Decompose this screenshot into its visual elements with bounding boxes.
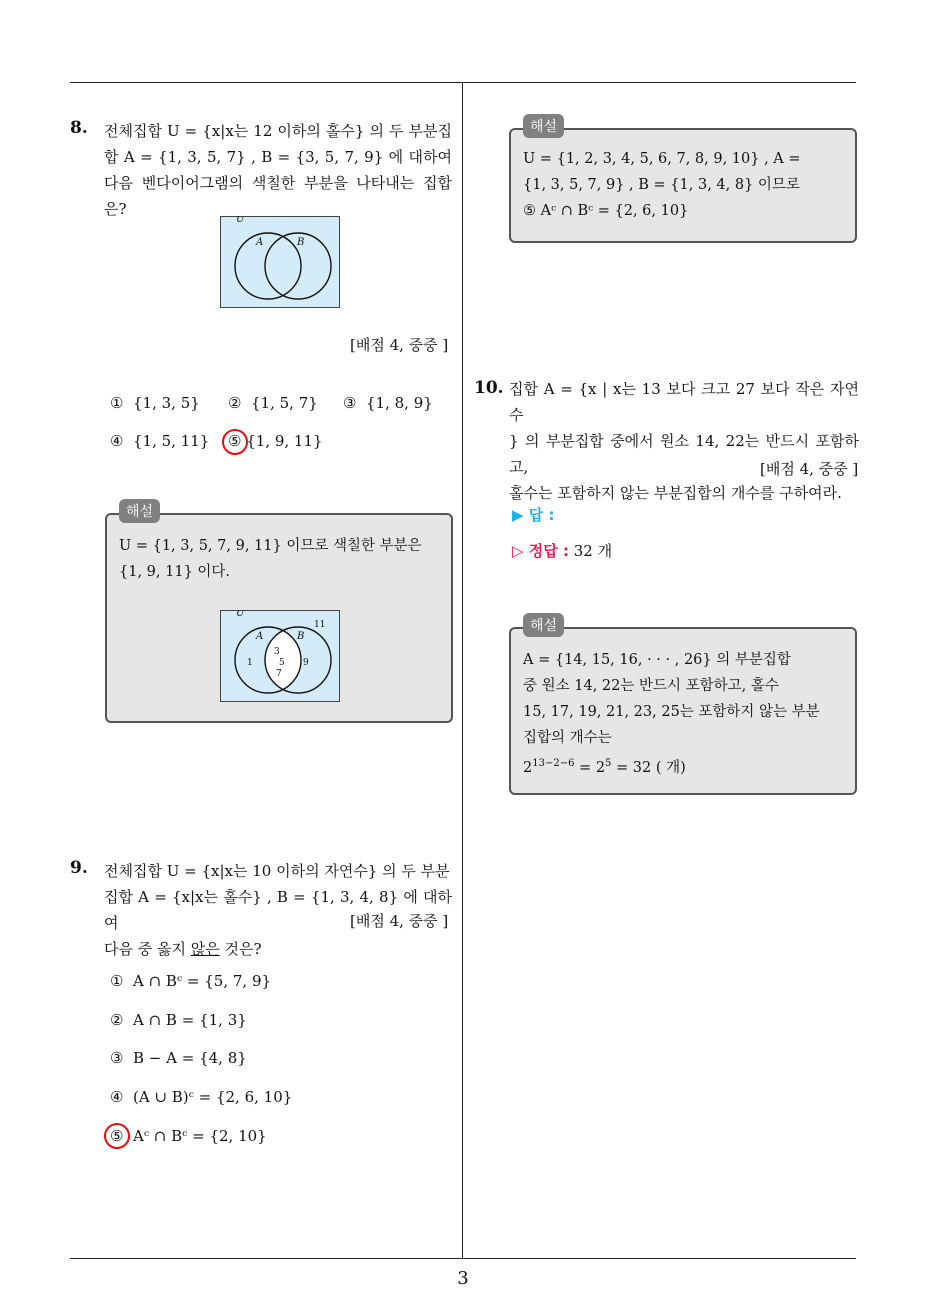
- q8-selected-circle-mark: [222, 429, 248, 455]
- bottom-rule: [70, 1258, 856, 1259]
- q8-solution-box: [105, 504, 453, 723]
- q9-choice-2[interactable]: ② A ∩ B = {1, 3}: [110, 1011, 247, 1029]
- q10-answer-label: ▶ 답 :: [512, 506, 555, 524]
- q10-solution-line1: A = {14, 15, 16, · · · , 26} 의 부분집합: [523, 652, 791, 668]
- q9-selected-circle-mark: [104, 1123, 130, 1149]
- q9-solution-box: [509, 119, 857, 243]
- q9-solution-line2: {1, 3, 5, 7, 9} , B = {1, 3, 4, 8} 이므로: [523, 177, 800, 193]
- q10-correct-answer: [512, 540, 612, 561]
- q8-choice-2[interactable]: ② {1, 5, 7}: [228, 394, 318, 412]
- q8-score: [배점 4, 중중 ]: [350, 336, 449, 354]
- q8-solution-venn: [220, 610, 340, 702]
- q10-solution-line4: 집합의 개수는: [523, 730, 612, 746]
- column-divider: [462, 83, 463, 1259]
- q10-question-line3: 홀수는 포함하지 않는 부분집합의 개수를 구하여라.: [509, 484, 842, 502]
- q8-choice-4[interactable]: ④ {1, 5, 11}: [110, 432, 210, 450]
- q8-sol-venn-mid-3: 3: [274, 647, 280, 657]
- top-rule: [70, 82, 856, 83]
- q8-solution-tab: 해설: [119, 499, 160, 523]
- q8-venn-u-label: U: [236, 216, 245, 225]
- q10-correct-label: ▷ 정답 :: [512, 542, 569, 560]
- q10-solution-tab: 해설: [523, 613, 564, 637]
- q8-venn-diagram: [220, 216, 340, 308]
- q8-question-text: 전체집합 U = {x|x는 12 이하의 홀수} 의 두 부분집합 A = {1, 3, 5, 7} , B = {3, 5, 7, 9} 에 대하여 다음 벤다이어그램의 색칠한 부분을 나타내는 집합은?: [104, 122, 452, 218]
- q9-solution-tab: 해설: [523, 114, 564, 138]
- q10-solution-line3: 15, 17, 19, 21, 23, 25는 포함하지 않는 부분: [523, 704, 820, 720]
- q9-question-line3: 다음 중 옳지 않은 것은?: [104, 940, 262, 958]
- q9-solution-line3: ⑤ Aᶜ ∩ Bᶜ = {2, 6, 10}: [523, 203, 689, 219]
- q8-sol-venn-u-label: U: [236, 610, 245, 619]
- q8-sol-venn-b-only: 9: [303, 658, 309, 668]
- q8-solution-line1: U = {1, 3, 5, 7, 9, 11} 이므로 색칠한 부분은: [119, 538, 422, 554]
- q8-sol-venn-b-label: B: [297, 631, 305, 642]
- q9-choice-1[interactable]: ① A ∩ Bᶜ = {5, 7, 9}: [110, 972, 272, 990]
- q10-question-line2: } 의 부분집합 중에서 원소 14, 22는 반드시 포함하고,: [509, 432, 859, 476]
- q8-sol-venn-outside: 11: [314, 620, 326, 630]
- q10-solution-line5: $2^{13-2-6} = 2^5 = 32$ ( 개): [523, 758, 686, 776]
- q8-sol-venn-a-only: 1: [247, 658, 253, 668]
- q10-number: 10.: [474, 378, 504, 398]
- q8-choice-3[interactable]: ③ {1, 8, 9}: [343, 394, 433, 412]
- q8-number: 8.: [70, 118, 88, 138]
- q8-choice-1[interactable]: ① {1, 3, 5}: [110, 394, 200, 412]
- q10-correct-value: 32 개: [573, 542, 613, 560]
- q9-choice-4[interactable]: ④ (A ∪ B)ᶜ = {2, 6, 10}: [110, 1088, 293, 1106]
- q9-number: 9.: [70, 858, 88, 878]
- q10-question-line1: 집합 A = {x | x는 13 보다 크고 27 보다 작은 자연수: [509, 380, 859, 424]
- q10-score: [배점 4, 중중 ]: [760, 460, 859, 478]
- q9-question-line2: 집합 A = {x|x는 홀수} , B = {1, 3, 4, 8} 에 대하여: [104, 888, 452, 932]
- q8-choice-5[interactable]: ⑤ {1, 9, 11}: [228, 432, 323, 450]
- q10-solution-box: [509, 618, 857, 795]
- q8-solution-line2: {1, 9, 11} 이다.: [119, 564, 231, 580]
- q8-sol-venn-a-label: A: [256, 631, 264, 642]
- page-number: 3: [457, 1268, 469, 1289]
- q9-score: [배점 4, 중중 ]: [350, 912, 449, 930]
- q9-solution-line1: U = {1, 2, 3, 4, 5, 6, 7, 8, 9, 10} , A =: [523, 151, 801, 167]
- q8-sol-venn-mid-5: 5: [279, 658, 285, 668]
- q8-venn-b-label: B: [297, 237, 305, 248]
- q9-choice-5[interactable]: ⑤ Aᶜ ∩ Bᶜ = {2, 10}: [110, 1127, 267, 1145]
- q8-venn-a-label: A: [256, 237, 264, 248]
- q8-sol-venn-mid-7: 7: [276, 669, 282, 679]
- q9-question-line1: 전체집합 U = {x|x는 10 이하의 자연수} 의 두 부분: [104, 862, 450, 880]
- q9-choice-3[interactable]: ③ B − A = {4, 8}: [110, 1049, 247, 1067]
- q10-solution-line2: 중 원소 14, 22는 반드시 포함하고, 홀수: [523, 678, 779, 694]
